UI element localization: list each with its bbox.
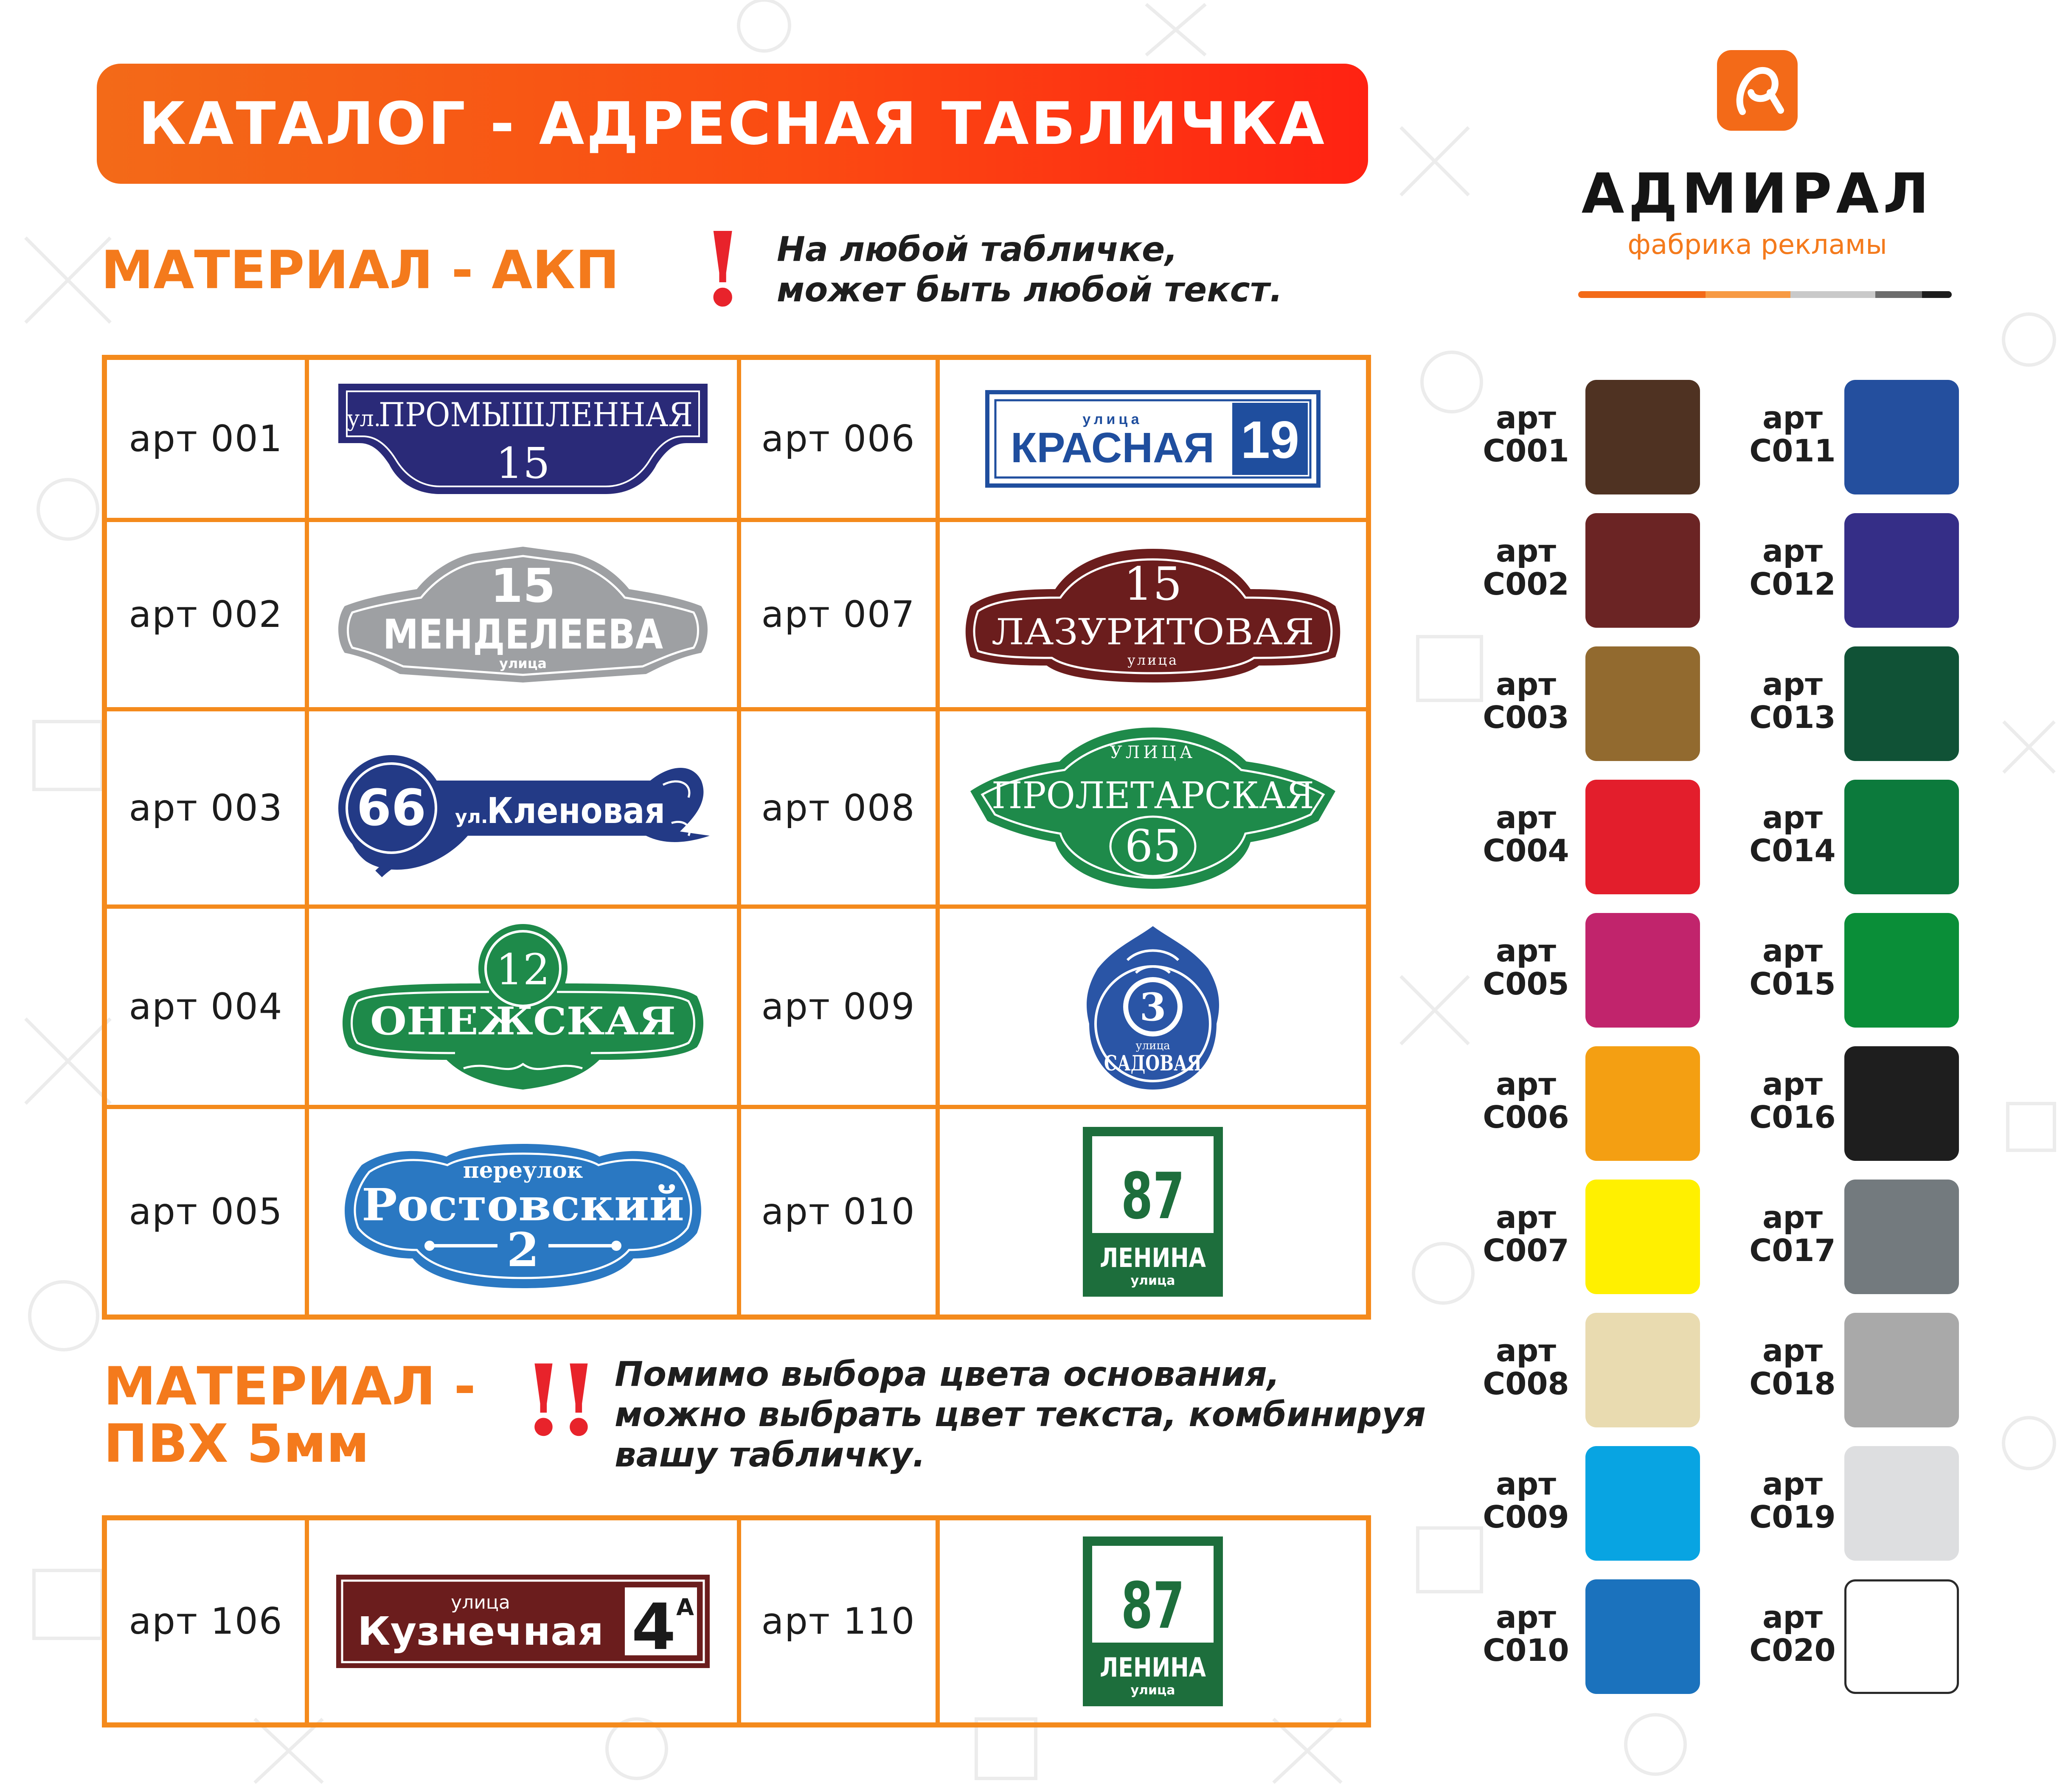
catalog-title: КАТАЛОГ - АДРЕСНАЯ ТАБЛИЧКА	[138, 90, 1327, 158]
sign-street: ПРОЛЕТАРСКАЯ	[992, 774, 1314, 817]
swatch-label	[1477, 1334, 1575, 1400]
article-label: арт 106	[129, 1600, 283, 1643]
article-label: арт 009	[761, 986, 916, 1028]
color-swatch-c020[interactable]	[1844, 1579, 1959, 1694]
table-cell	[309, 360, 741, 522]
sign-small: улица	[451, 1592, 510, 1613]
color-swatch-c010[interactable]	[1585, 1579, 1700, 1694]
sign-007[interactable]	[962, 542, 1344, 687]
swatch-label	[1477, 1601, 1575, 1667]
table-cell	[741, 711, 940, 909]
akp-catalog-table	[102, 355, 1371, 1320]
swatch-label	[1477, 1067, 1575, 1134]
table-cell	[107, 522, 309, 711]
swatch-code: C015	[1749, 966, 1836, 1002]
table-cell	[940, 360, 1366, 522]
sign-010[interactable]	[1083, 1127, 1223, 1297]
section-pvc-title	[104, 1358, 476, 1473]
swatch-label	[1744, 1067, 1841, 1134]
swatch-code: C017	[1749, 1233, 1836, 1268]
swatch-art: арт	[1762, 1466, 1823, 1502]
swatch-label	[1477, 1467, 1575, 1534]
article-label: арт 002	[129, 593, 283, 636]
article-label: арт 004	[129, 986, 283, 1028]
swatch-label	[1477, 401, 1575, 467]
swatch-label	[1477, 934, 1575, 1000]
swatch-art: арт	[1496, 400, 1556, 435]
sign-number: 3	[1139, 985, 1166, 1030]
sign-small: улица	[1130, 1683, 1175, 1698]
article-label: арт 110	[761, 1600, 916, 1643]
sign-number: 15	[490, 559, 556, 613]
section-akp-title: МАТЕРИАЛ - АКП	[101, 240, 620, 301]
swatch-label	[1744, 668, 1841, 734]
sign-004[interactable]	[336, 920, 710, 1094]
table-cell	[741, 522, 940, 711]
color-swatch-c001[interactable]	[1585, 380, 1700, 494]
sign-street: ОНЕЖСКАЯ	[370, 999, 676, 1044]
color-swatch-c011[interactable]	[1844, 380, 1959, 494]
table-cell	[741, 1109, 940, 1315]
table-cell	[309, 1109, 741, 1315]
sign-number: 87	[1121, 1160, 1185, 1233]
sign-small: УЛИЦА	[1110, 742, 1196, 762]
sign-street: Кузнечная	[357, 1609, 604, 1654]
swatch-code: C013	[1749, 699, 1836, 735]
sign-110[interactable]	[1083, 1536, 1223, 1706]
swatch-art: арт	[1762, 533, 1823, 569]
color-swatch-c019[interactable]	[1844, 1446, 1959, 1561]
color-swatch-c004[interactable]	[1585, 780, 1700, 894]
color-swatch-c014[interactable]	[1844, 780, 1959, 894]
sign-number: 15	[496, 438, 550, 488]
section-akp-note	[777, 229, 1283, 310]
sign-106[interactable]	[336, 1575, 710, 1668]
swatch-art: арт	[1496, 1199, 1556, 1235]
sign-street: САДОВАЯ	[1104, 1050, 1202, 1076]
color-swatch-c008[interactable]	[1585, 1313, 1700, 1427]
sign-small: улица	[1135, 1039, 1170, 1052]
section-pvc-title-line: МАТЕРИАЛ -	[104, 1356, 476, 1417]
sign-small: улица	[499, 655, 547, 671]
swatch-art: арт	[1496, 1066, 1556, 1102]
sign-street: Ростовский	[362, 1179, 684, 1231]
sign-street: КРАСНАЯ	[1011, 424, 1214, 472]
swatch-code: C009	[1483, 1499, 1569, 1535]
swatch-art: арт	[1496, 1599, 1556, 1635]
swatch-label	[1744, 1467, 1841, 1534]
swatch-code: C018	[1749, 1366, 1836, 1402]
swatch-label	[1744, 401, 1841, 467]
sign-number-superscript: А	[676, 1594, 694, 1621]
swatch-label	[1744, 534, 1841, 601]
swatch-code: C002	[1483, 566, 1569, 602]
swatch-art: арт	[1762, 933, 1823, 969]
table-cell	[940, 1520, 1366, 1722]
table-cell	[309, 909, 741, 1109]
sign-005[interactable]	[336, 1131, 710, 1292]
table-cell	[309, 711, 741, 909]
swatch-label	[1744, 934, 1841, 1000]
double-exclamation-icon: !!	[522, 1343, 593, 1458]
swatch-label	[1744, 1201, 1841, 1267]
brand-underline	[1578, 291, 1952, 298]
swatch-label	[1744, 801, 1841, 867]
table-cell	[107, 1520, 309, 1722]
swatch-art: арт	[1762, 400, 1823, 435]
table-cell	[107, 711, 309, 909]
note-line: Помимо выбора цвета основания,	[615, 1354, 1280, 1394]
sign-street: ПРОМЫШЛЕННАЯ	[379, 396, 693, 434]
color-swatch-c003[interactable]	[1585, 646, 1700, 761]
swatch-art: арт	[1496, 533, 1556, 569]
swatch-code: C003	[1483, 699, 1569, 735]
sign-number: 66	[356, 778, 427, 837]
color-swatch-c013[interactable]	[1844, 646, 1959, 761]
sign-prefix: ул.	[455, 806, 488, 828]
note-line: вашу табличку.	[615, 1435, 926, 1475]
swatch-art: арт	[1762, 1333, 1823, 1368]
pvc-catalog-table	[102, 1515, 1371, 1727]
color-swatch-c017[interactable]	[1844, 1180, 1959, 1294]
stylized-a-logo-icon	[1717, 50, 1798, 131]
catalog-title-banner	[97, 64, 1368, 184]
sign-street: ЛЕНИНА	[1100, 1652, 1206, 1683]
sign-street: ЛЕНИНА	[1100, 1242, 1206, 1273]
swatch-art: арт	[1762, 800, 1823, 835]
swatch-art: арт	[1496, 666, 1556, 702]
sign-street: ЛАЗУРИТОВАЯ	[992, 611, 1314, 653]
swatch-label	[1477, 1201, 1575, 1267]
table-cell	[309, 1520, 741, 1722]
swatch-label	[1477, 801, 1575, 867]
color-swatch-c007[interactable]	[1585, 1180, 1700, 1294]
sign-number: 19	[1241, 411, 1299, 469]
swatch-code: C008	[1483, 1366, 1569, 1402]
color-swatch-c005[interactable]	[1585, 913, 1700, 1028]
swatch-code: C001	[1483, 433, 1569, 469]
color-swatch-c002[interactable]	[1585, 513, 1700, 628]
sign-006[interactable]	[985, 390, 1321, 488]
sign-number: 65	[1124, 820, 1181, 872]
sign-number: 12	[496, 945, 550, 994]
swatch-code: C019	[1749, 1499, 1836, 1535]
swatch-code: C016	[1749, 1099, 1836, 1135]
swatch-label	[1477, 668, 1575, 734]
color-swatch-c009[interactable]	[1585, 1446, 1700, 1561]
sign-008[interactable]	[962, 723, 1344, 893]
sign-prefix: ул.	[347, 406, 381, 432]
note-line: может быть любой текст.	[777, 270, 1283, 309]
sign-street: Кленовая	[487, 789, 665, 831]
swatch-code: C004	[1483, 833, 1569, 868]
table-cell	[940, 909, 1366, 1109]
sign-number: 2	[506, 1222, 540, 1277]
exclamation-icon: !	[700, 210, 745, 329]
table-cell	[309, 522, 741, 711]
sign-small: улица	[1127, 652, 1179, 668]
sign-number: 87	[1121, 1569, 1185, 1643]
table-cell	[940, 522, 1366, 711]
swatch-code: C020	[1749, 1632, 1836, 1668]
swatch-code: C012	[1749, 566, 1836, 602]
swatch-label	[1477, 534, 1575, 601]
sign-003[interactable]	[332, 738, 714, 878]
brand-name: АДМИРАЛ	[1581, 161, 1933, 226]
swatch-code: C010	[1483, 1632, 1569, 1668]
sign-small: улица	[1082, 411, 1143, 427]
table-cell	[940, 1109, 1366, 1315]
swatch-code: C011	[1749, 433, 1836, 469]
swatch-label	[1744, 1334, 1841, 1400]
sign-number: 4	[631, 1590, 676, 1664]
note-line: На любой табличке,	[777, 230, 1178, 269]
swatch-code: C014	[1749, 833, 1836, 868]
article-label: арт 010	[761, 1191, 916, 1233]
swatch-code: C006	[1483, 1099, 1569, 1135]
section-pvc-title-line: ПВХ 5мм	[104, 1413, 370, 1475]
table-cell	[107, 360, 309, 522]
sign-002[interactable]	[332, 542, 714, 687]
table-cell	[107, 1109, 309, 1315]
color-swatch-c016[interactable]	[1844, 1046, 1959, 1161]
sign-small: улица	[1130, 1273, 1175, 1288]
article-label: арт 007	[761, 593, 916, 636]
color-swatch-c006[interactable]	[1585, 1046, 1700, 1161]
swatch-art: арт	[1496, 1333, 1556, 1368]
color-swatch-c012[interactable]	[1844, 513, 1959, 628]
article-label: арт 006	[761, 418, 916, 460]
swatch-code: C007	[1483, 1233, 1569, 1268]
sign-street: МЕНДЕЛЕЕВА	[383, 611, 663, 658]
table-cell	[107, 909, 309, 1109]
article-label: арт 001	[129, 418, 283, 460]
table-cell	[741, 360, 940, 522]
brand-tagline: фабрика рекламы	[1627, 229, 1887, 261]
swatch-art: арт	[1762, 1199, 1823, 1235]
swatch-art: арт	[1496, 933, 1556, 969]
swatch-art: арт	[1496, 1466, 1556, 1502]
swatch-art: арт	[1762, 666, 1823, 702]
section-pvc-note	[615, 1354, 1426, 1475]
swatch-code: C005	[1483, 966, 1569, 1002]
sign-009[interactable]	[1081, 922, 1225, 1092]
table-cell	[741, 1520, 940, 1722]
article-label: арт 008	[761, 786, 916, 829]
table-cell	[940, 711, 1366, 909]
article-label: арт 005	[129, 1191, 283, 1233]
swatch-art: арт	[1762, 1066, 1823, 1102]
article-label: арт 003	[129, 786, 283, 829]
color-swatch-c015[interactable]	[1844, 913, 1959, 1028]
swatch-label	[1744, 1601, 1841, 1667]
swatch-art: арт	[1496, 800, 1556, 835]
table-cell	[741, 909, 940, 1109]
sign-number: 15	[1124, 558, 1182, 611]
swatch-art: арт	[1762, 1599, 1823, 1635]
sign-001[interactable]	[334, 379, 712, 498]
color-swatch-c018[interactable]	[1844, 1313, 1959, 1427]
note-line: можно выбрать цвет текста, комбинируя	[615, 1395, 1426, 1434]
sign-small: переулок	[463, 1157, 583, 1183]
